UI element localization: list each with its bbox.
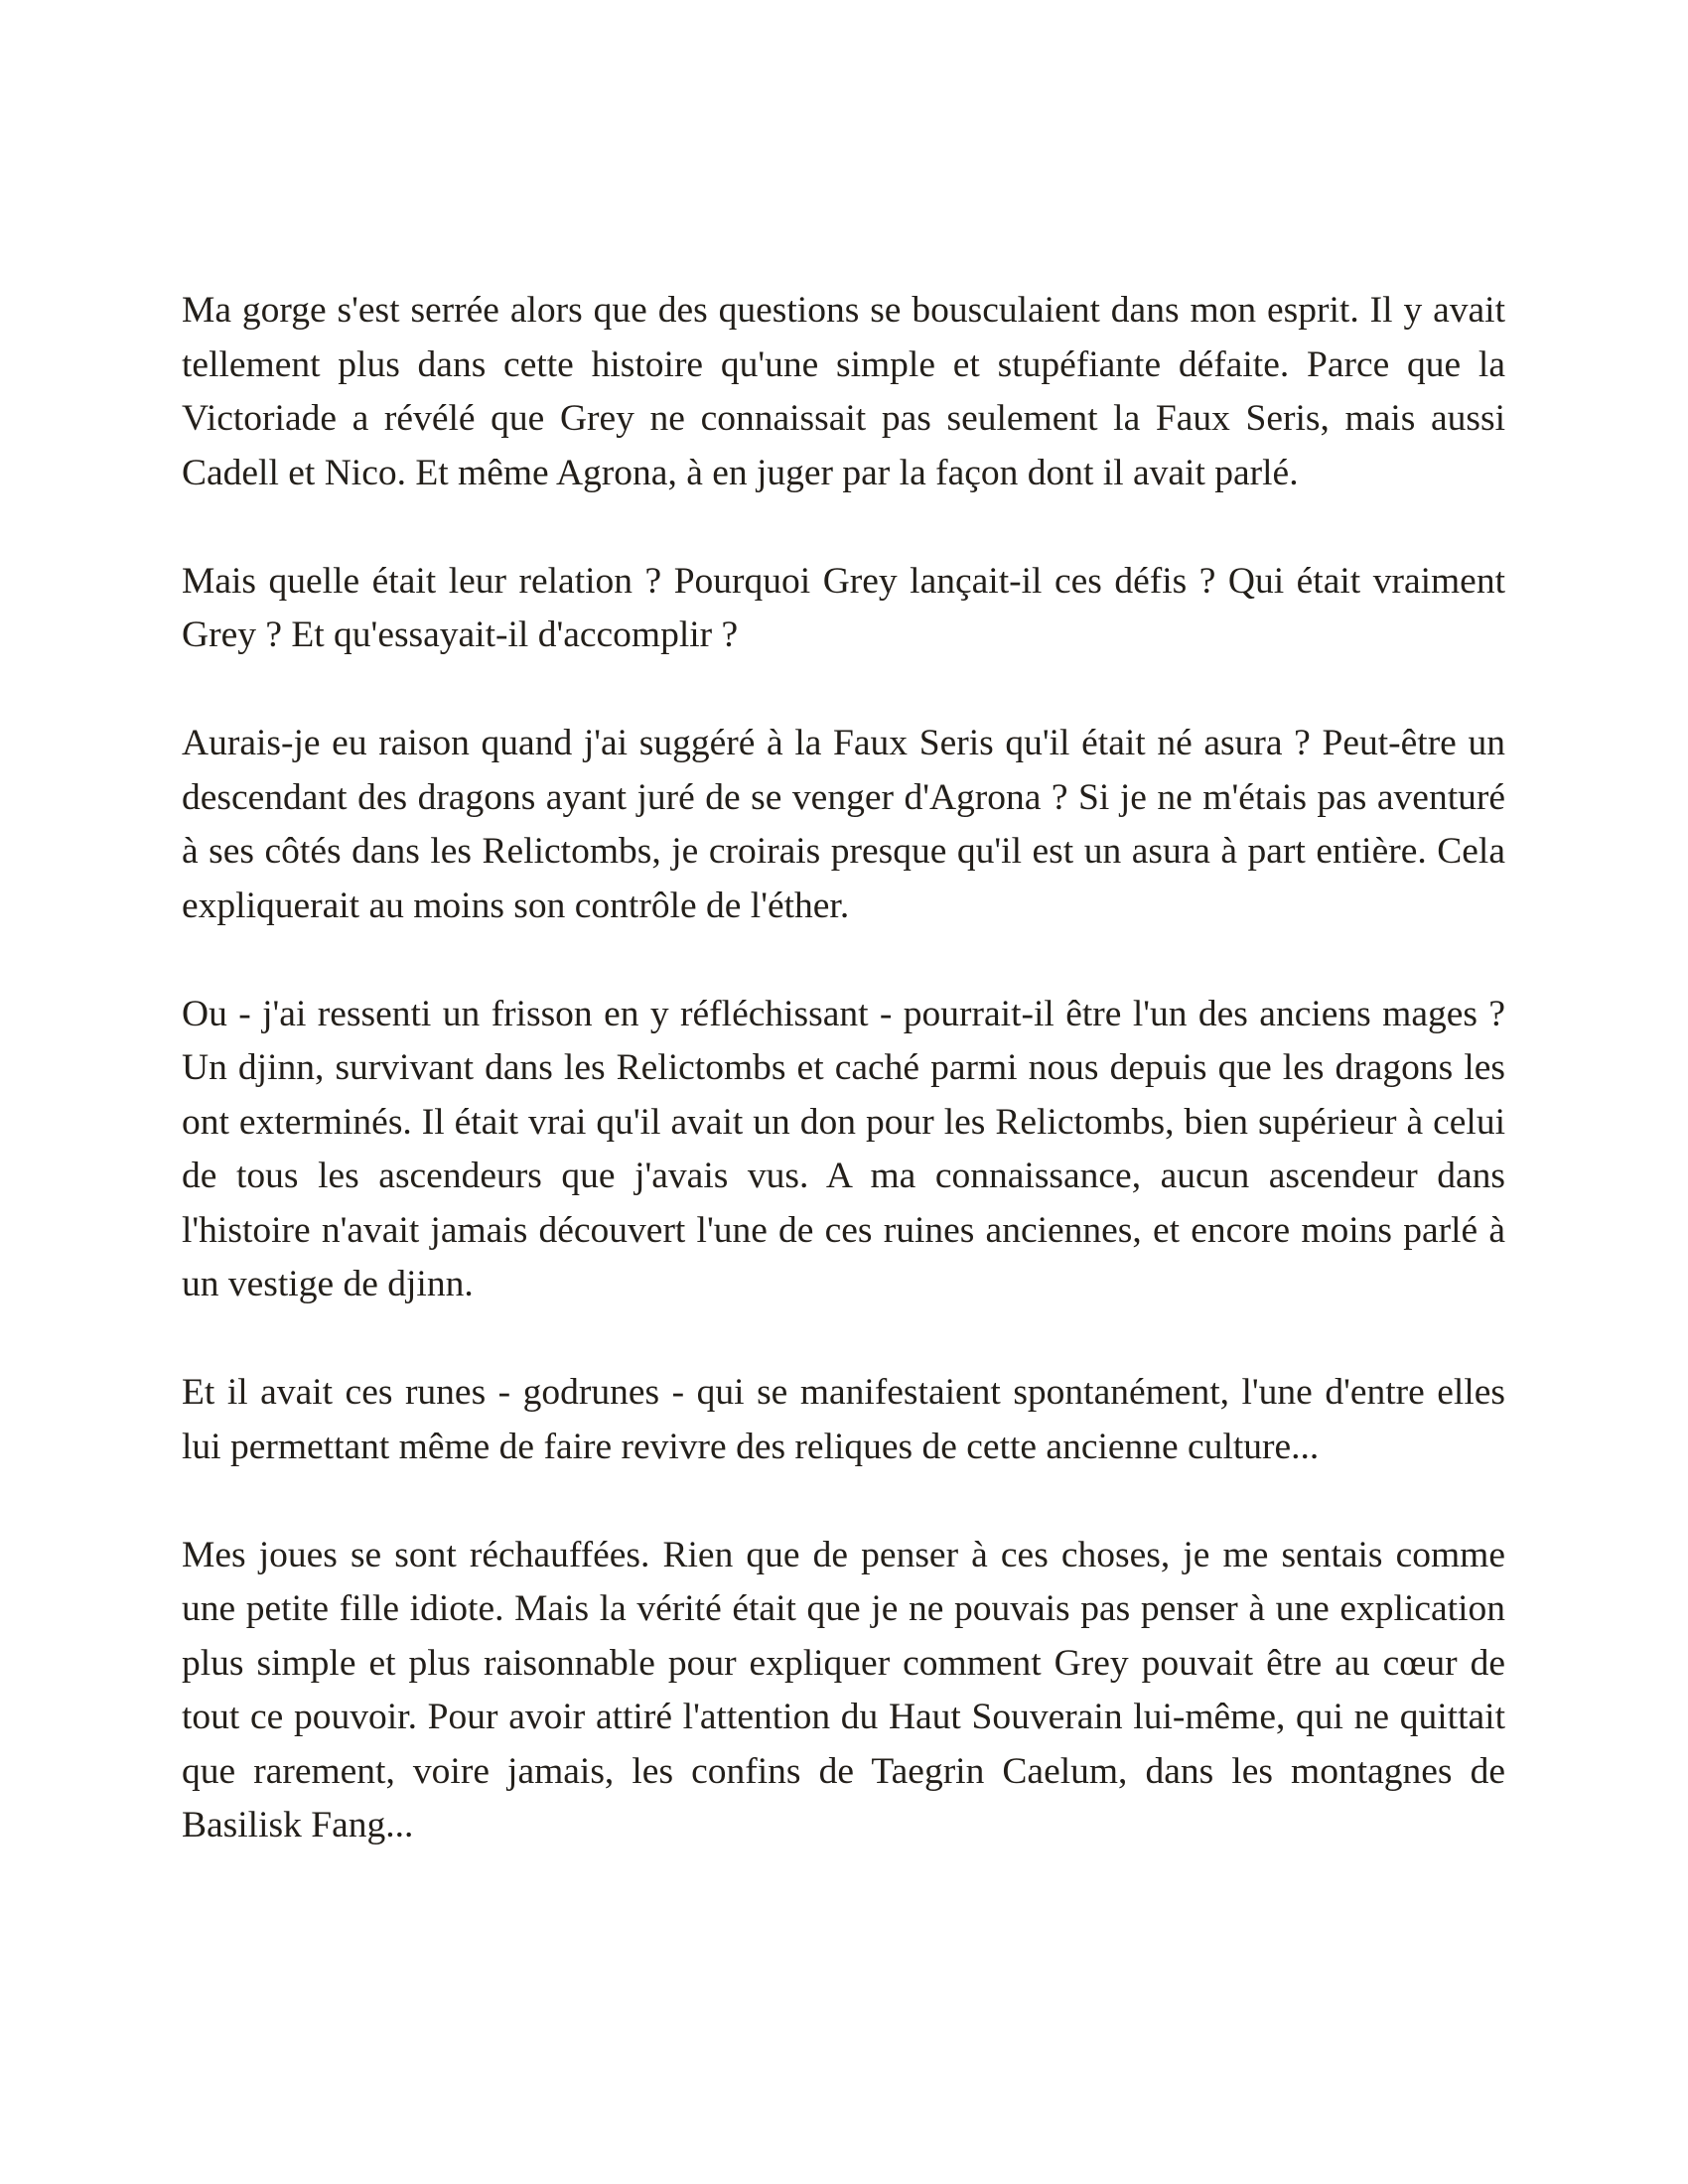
paragraph-5: Et il avait ces runes - godrunes - qui se manifestaient spontanément, l'une d'entre elles lui permettant même de faire revivre des reliques de cette ancienne culture... xyxy=(182,1372,1505,1467)
paragraph-4: Ou - j'ai ressenti un frisson en y réfléchissant - pourrait-il être l'un des anciens mages ? Un djinn, survivant dans les Relictombs et caché parmi nous depuis que les dragons les ont exterminés. Il était vrai qu'il avait un don pour les Relictombs, bien supérieur à celui de tous les ascendeurs que j'avais vus. A ma connaissance, aucun ascendeur dans l'histoire n'avait jamais découvert l'une de ces ruines anciennes, et encore moins parlé à un vestige de djinn. xyxy=(182,993,1505,1304)
paragraph-3: Aurais-je eu raison quand j'ai suggéré à la Faux Seris qu'il était né asura ? Peut-être un descendant des dragons ayant juré de se venger d'Agrona ? Si je ne m'étais pas aventuré à ses côtés dans les Relictombs, je croirais presque qu'il est un asura à part entière. Cela expliquerait au moins son contrôle de l'éther. xyxy=(182,723,1505,926)
document-page xyxy=(182,284,1505,1853)
paragraph-1: Ma gorge s'est serrée alors que des questions se bousculaient dans mon esprit. Il y avait tellement plus dans cette histoire qu'une simple et stupéfiante défaite. Parce que la Victoriade a révélé que Grey ne connaissait pas seulement la Faux Seris, mais aussi Cadell et Nico. Et même Agrona, à en juger par la façon dont il avait parlé. xyxy=(182,290,1505,493)
paragraph-6: Mes joues se sont réchauffées. Rien que de penser à ces choses, je me sentais comme une petite fille idiote. Mais la vérité était que je ne pouvais pas penser à une explication plus simple et plus raisonnable pour expliquer comment Grey pouvait être au cœur de tout ce pouvoir. Pour avoir attiré l'attention du Haut Souverain lui-même, qui ne quittait que rarement, voire jamais, les confins de Taegrin Caelum, dans les montagnes de Basilisk Fang... xyxy=(182,1534,1505,1845)
paragraph-2: Mais quelle était leur relation ? Pourquoi Grey lançait-il ces défis ? Qui était vraiment Grey ? Et qu'essayait-il d'accomplir ? xyxy=(182,560,1505,655)
